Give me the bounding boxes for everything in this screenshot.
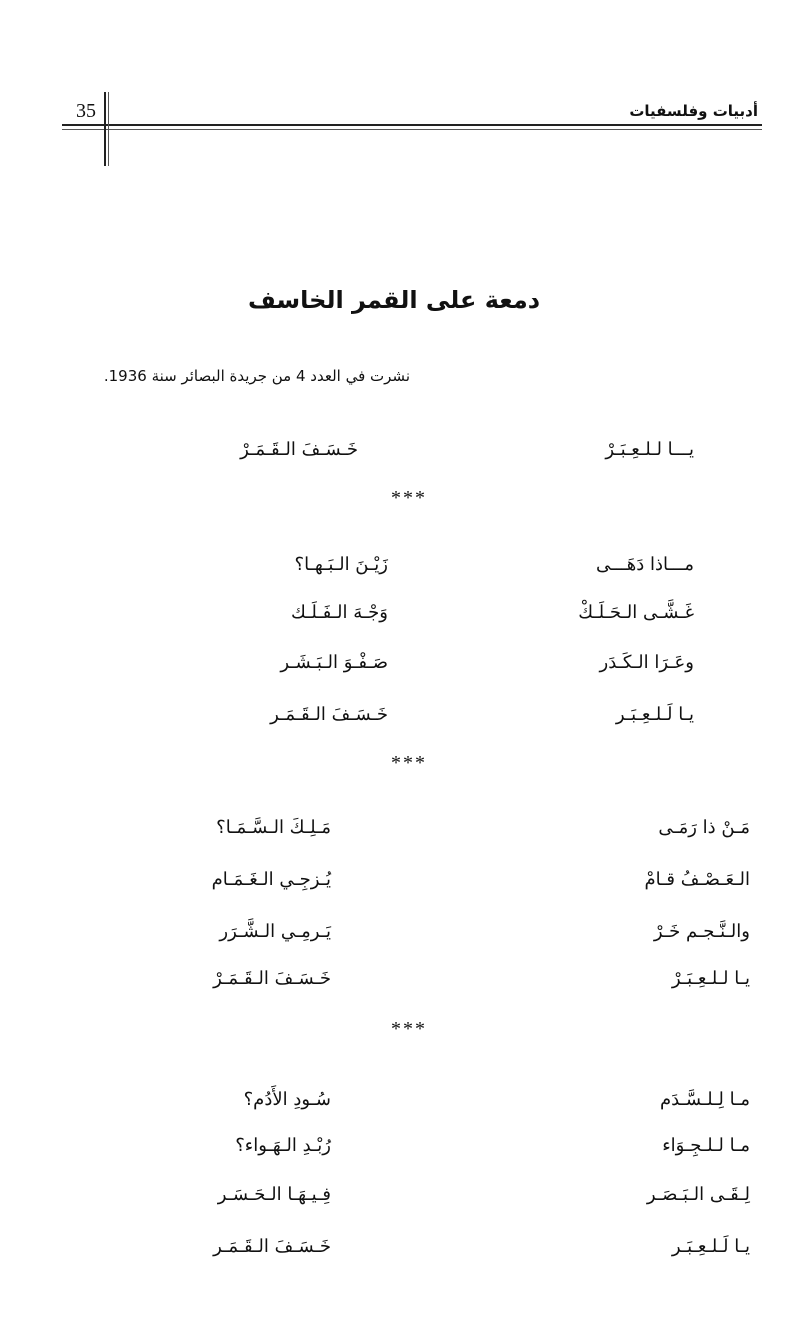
section-separator: *** (391, 1018, 427, 1040)
verse-first-hemistich: وعَـرَا الـكَـدَر (599, 652, 694, 673)
verse-second-hemistich: زَيْـنَ الـبَـهـا؟ (294, 554, 388, 575)
verse-line (0, 862, 788, 898)
verse-line (0, 697, 788, 733)
verse-first-hemistich: مـــاذا دَهَـــى (595, 554, 694, 575)
verse-first-hemistich: لِـقَـى الـبَـصَـر (646, 1184, 750, 1205)
verse-line (0, 547, 788, 583)
verse-first-hemistich: يـــا لـلـعِـبَـرْ (605, 439, 694, 460)
verse-second-hemistich: خَـسَـفَ الـقَـمَـر (213, 1236, 331, 1257)
verse-first-hemistich: يـا لَـلـعِـبَـر (615, 704, 694, 725)
page-number: 35 (76, 100, 96, 122)
verse-second-hemistich: فِـيـهَـا الـحَـسَـر (217, 1184, 331, 1205)
verse-line (0, 645, 788, 681)
verse-second-hemistich: خَـسَـفَ الـقَـمَـرْ (213, 968, 331, 989)
verse-line (0, 432, 788, 468)
section-separator: *** (391, 752, 427, 774)
running-title: أدبيات وفلسفيات (629, 102, 758, 120)
verse-line (0, 595, 788, 631)
verse-second-hemistich: خَـسَـفَ الـقَـمَـر (270, 704, 388, 725)
verse-second-hemistich: وَجْـهَ الـفَـلَـك (290, 602, 388, 623)
verse-line (0, 1128, 788, 1164)
verse-first-hemistich: والـنَّـجـم خَـرْ (653, 921, 750, 942)
verse-first-hemistich: يـا لـلـعِـبَـرْ (671, 968, 750, 989)
verse-second-hemistich: يُـزجِـي الـغَـمَـام (211, 869, 331, 890)
verse-line (0, 1082, 788, 1118)
verse-second-hemistich: صَـفْـوَ الـبَـشَـر (280, 652, 388, 673)
verse-first-hemistich: غَـشَّـى الـحَـلَـكْ (578, 602, 694, 623)
section-separator: *** (391, 487, 427, 509)
verse-second-hemistich: خَـسَـفَ الـقَـمَـرْ (240, 439, 358, 460)
verse-line (0, 1229, 788, 1265)
page-header (0, 0, 788, 170)
verse-first-hemistich: مَـنْ ذا رَمَـى (658, 817, 750, 838)
header-rule-thin (62, 129, 762, 130)
header-divider-thin (108, 92, 109, 166)
verse-line (0, 1177, 788, 1213)
verse-line (0, 810, 788, 846)
verse-first-hemistich: الـعَـصْـفُ قـامْ (644, 869, 750, 890)
verse-line (0, 914, 788, 950)
verse-line (0, 961, 788, 997)
verse-second-hemistich: مَـلِـكَ الـسَّـمَـا؟ (216, 817, 331, 838)
publication-note: نشرت في العدد 4 من جريدة البصائر سنة 1936. (103, 367, 410, 385)
verse-second-hemistich: رُبْـدِ الـهَـواء؟ (235, 1135, 331, 1156)
header-divider (104, 92, 106, 166)
poem-title: دمعة على القمر الخاسف (247, 286, 541, 314)
verse-first-hemistich: يـا لَـلـعِـبَـر (671, 1236, 750, 1257)
header-rule (62, 124, 762, 126)
verse-first-hemistich: مـا لِـلـسَّـدَم (659, 1089, 750, 1110)
verse-second-hemistich: يَـرمِـي الـشَّـرَر (219, 921, 331, 942)
verse-first-hemistich: مـا لـلـجِـوَاء (662, 1135, 750, 1156)
verse-second-hemistich: سُـودِ الأَدُم؟ (243, 1089, 331, 1110)
